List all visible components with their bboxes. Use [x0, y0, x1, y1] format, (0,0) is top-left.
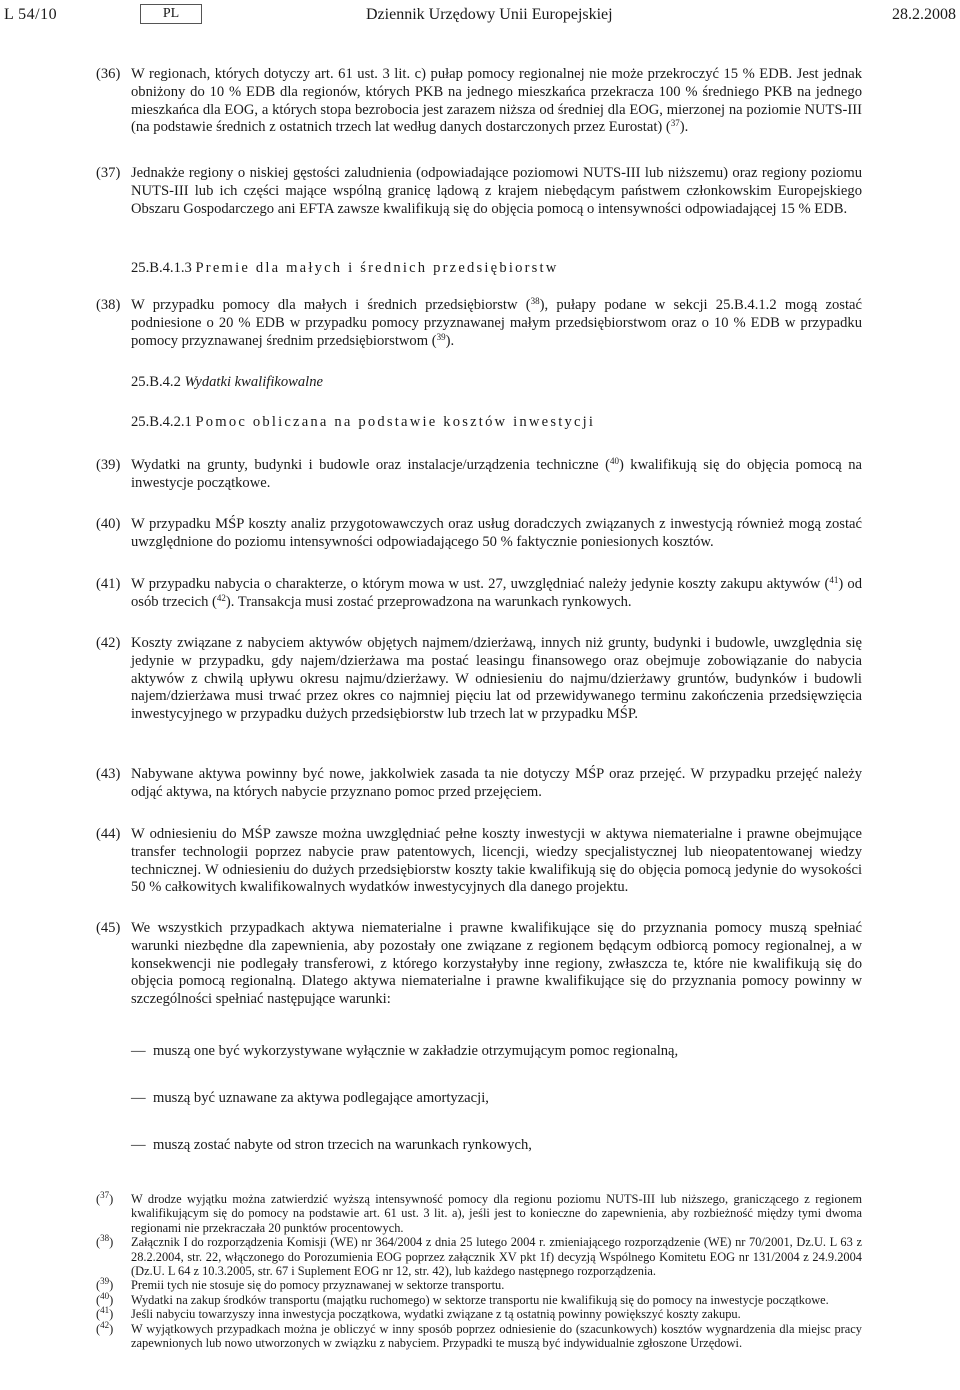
footnote-number: ($^{41}$) [96, 1305, 114, 1322]
footnote-text: Jeśli nabyciu towarzyszy inna inwestycja początkowa, wydatki związane z tą ostatnią powinny powiększyć koszty zakupu. [131, 1307, 741, 1322]
footnote-item [96, 1290, 862, 1307]
paragraph-text: W przypadku MŚP koszty analiz przygotowawczych oraz usług doradczych związanych z inwestycją również mogą zostać uwzględnione do poziomu intensywności odpowiadającego 50 % faktycznie poniesionych kosztów. [131, 516, 862, 550]
paragraph-text: W odniesieniu do MŚP zawsze można uwzględniać pełne koszty inwestycji w aktywa niematerialne i prawne obejmujące transfer technologii poprzez nabycie praw patentowych, licencji, wiedzy specjalistycznej lub nieopatentowanej wiedzy technicznej. W odniesieniu do dużych przedsiębiorstw koszty takie kwalifikują się do objęcia pomocą jedynie do wysokości 50 % całkowitych kwalifikowalnych wydatków inwestycyjnych dla danego projektu. [131, 826, 862, 896]
footnote-ref[interactable]: 39 [436, 331, 446, 342]
paragraph-number: (41) [96, 576, 121, 592]
indent-item [131, 1090, 861, 1108]
page-reference: L 54/10 [4, 6, 58, 23]
paragraph-number: (36) [96, 66, 121, 82]
section-number: 25.B.4.2.1 [131, 414, 192, 430]
footnote-text: W drodze wyjątku można zatwierdzić wyższą intensywność pomocy dla regionu poziomu NUTS-III lub niższego, graniczącego z regionem kwalifikującym się do pomocy na podstawie art. 61 ust. 3 lit. a), jeśli jest to konieczne do zapewnienia, aby rozbieżność między tymi dwoma regionami nie przekraczała 20 punktów procentowych. [131, 1192, 862, 1235]
paragraph-44 [96, 826, 862, 897]
page-header [4, 4, 956, 26]
indent-text: muszą być uznawane za aktywa podlegające amortyzacji, [153, 1090, 489, 1106]
footnote-item [96, 1319, 862, 1351]
paragraph-number: (38) [96, 297, 121, 313]
paragraph-42 [96, 635, 862, 724]
paragraph-37 [96, 165, 862, 218]
footnote-item [96, 1305, 862, 1322]
paragraph-number: (39) [96, 457, 121, 473]
footnote-item [96, 1276, 862, 1293]
paragraph-text: We wszystkich przypadkach aktywa niematerialne i prawne kwalifikujące się do przyznania pomocy muszą spełniać warunki niezbędne dla zapewnienia, aby pozostały one związane z regionem będącym odbiorcą pomocy regionalnej, a w konsekwencji nie podlegały transferowi, z którego korzystałyby inne regiony, zwłaszcza te, które nie kwalifikują się do objęcia pomocą regionalną. Dlatego aktywa niematerialne i prawne kwalifikujące się do przyznania pomocy powinny w szczególności spełniać następujące warunki: [131, 920, 862, 1008]
paragraph-40 [96, 516, 862, 552]
section-heading-25-B-4-1-3 [131, 260, 861, 278]
section-title: Pomoc obliczana na podstawie kosztów inwestycji [195, 414, 596, 430]
publication-date: 28.2.2008 [892, 6, 956, 23]
paragraph-36 [96, 66, 862, 137]
paragraph-38 [96, 297, 862, 350]
footnote-text: Premii tych nie stosuje się do pomocy przyznawanej w sektorze transportu. [131, 1278, 505, 1293]
paragraph-39 [96, 457, 862, 493]
journal-title: Dziennik Urzędowy Unii Europejskiej [366, 6, 613, 23]
footnote-text: W wyjątkowych przypadkach można je obliczyć w inny sposób poprzez odniesienie do (szacunkowych) kosztów wygnardzenia dla miejsc pracy zapewnionych lub nowo utworzonych w związku z nabyciem. Przypadki te muszą być indywidualnie zgłoszone Urzędowi. [131, 1321, 862, 1351]
paragraph-43 [96, 766, 862, 802]
footnote-text: Wydatki na zakup środków transportu (majątku ruchomego) w sektorze transportu nie kwalifikują się do pomocy na inwestycje początkowe. [131, 1292, 829, 1307]
paragraph-text: Nabywane aktywa powinny być nowe, jakkolwiek zasada ta nie dotyczy MŚP oraz przejęć. W przypadku przejęć należy odjąć aktywa, na których nabycie przyznano pomoc przed przejęciem. [131, 766, 862, 800]
paragraph-text: W przypadku nabycia o charakterze, o którym mowa w ust. 27, uwzględniać należy jedynie koszty zakupu aktywów ($^{41}$) od osób trzecich ($^{42}$). Transakcja musi zostać przeprowadzona na warunkach rynkowych. [131, 575, 862, 610]
paragraph-text: W przypadku pomocy dla małych i średnich przedsiębiorstw ($^{38}$), pułapy podane w sekcji 25.B.4.1.2 mogą zostać podniesione o 20 % EDB w przypadku pomocy przyznawanej małym przedsiębiorstwom oraz o 10 % EDB w przypadku pomocy przyznawanej średnim przedsiębiorstwom ($^{39}$). [131, 296, 862, 349]
section-title: Wydatki kwalifikowalne [184, 374, 324, 390]
paragraph-text: W regionach, których dotyczy art. 61 ust. 3 lit. c) pułap pomocy regionalnej nie może przekroczyć 15 % EDB. Jest jednak obniżony do 10 % EDB dla regionów, których PKB na jednego mieszkańca przekracza 100 % średniego PKB na jednego mieszkańca dla EOG, a których stopa bezrobocia jest zarazem niższa od średniej dla EOG, mierzonej na poziomie NUTS-III (na podstawie średnich z ostatnich trzech lat według danych dostarczonych przez Eurostat) ($^{37}$). [131, 66, 862, 136]
section-heading-25-B-4-2-1 [131, 414, 861, 432]
paragraph-number: (43) [96, 766, 121, 782]
paragraph-text: Wydatki na grunty, budynki i budowle oraz instalacje/urządzenia techniczne ($^{40}$) kwalifikują się do objęcia pomocą na inwestycje początkowe. [131, 456, 862, 491]
footnotes [96, 1192, 862, 1350]
footnote-ref[interactable]: 40 [609, 456, 619, 466]
indent-text: muszą one być wykorzystywane wyłącznie w zakładzie otrzymującym pomoc regionalną, [153, 1043, 679, 1059]
dash-bullet: — [131, 1043, 146, 1059]
language-badge: PL [140, 4, 202, 24]
footnote-ref[interactable]: 41 [829, 575, 839, 585]
footnote-ref[interactable]: 42 [216, 592, 226, 603]
paragraph-number: (40) [96, 516, 121, 532]
footnote-number: ($^{42}$) [96, 1319, 114, 1336]
footnote-item [96, 1190, 862, 1235]
dash-bullet: — [131, 1137, 146, 1153]
footnote-item [96, 1233, 862, 1279]
section-number: 25.B.4.2 [131, 374, 181, 390]
section-heading-25-B-4-2 [131, 374, 861, 392]
indent-text: muszą zostać nabyte od stron trzecich na warunkach rynkowych, [153, 1137, 532, 1153]
section-number: 25.B.4.1.3 [131, 260, 192, 276]
section-title: Premie dla małych i średnich przedsiębiorstw [195, 260, 559, 276]
indent-item [131, 1043, 861, 1061]
footnote-number: ($^{38}$) [96, 1233, 114, 1250]
indent-item [131, 1137, 861, 1155]
footnote-ref[interactable]: 37 [670, 118, 680, 129]
footnote-number: ($^{40}$) [96, 1290, 114, 1307]
footnote-ref[interactable]: 38 [530, 296, 540, 306]
paragraph-number: (42) [96, 635, 121, 651]
paragraph-number: (44) [96, 826, 121, 842]
footnote-number: ($^{37}$) [96, 1190, 114, 1206]
paragraph-45 [96, 920, 862, 1009]
paragraph-text: Koszty związane z nabyciem aktywów objętych najmem/dzierżawą, innych niż grunty, budynki i budowle, uwzględnia się jedynie w przypadku, gdy najem/dzierżawa ma postać leasingu finansowego oraz obejmuje zobowiązanie do nabycia aktywów z chwilą upływu okresu najmu/dzierżawy. W odniesieniu do najmu/dzierżawy gruntów, budynków i budowli najem/dzierżawa musi trwać przez okres co najmniej pięciu lat od przewidywanego terminu zakończenia przedsięwzięcia inwestycyjnego w przypadku dużych przedsiębiorstw lub trzech lat w przypadku MŚP. [131, 635, 862, 723]
footnote-number: ($^{39}$) [96, 1276, 114, 1293]
paragraph-41 [96, 576, 862, 612]
dash-bullet: — [131, 1090, 146, 1106]
paragraph-text: Jednakże regiony o niskiej gęstości zaludnienia (odpowiadające poziomowi NUTS-III lub niższemu) oraz regiony poziomu NUTS-III lub ich części mające wspólną granicę lądową z krajem niebędącym państwem członkowskim Europejskiego Obszaru Gospodarczego ani EFTA zawsze kwalifikują się do objęcia pomocą o intensywności odpowiadającej 15 % EDB. [131, 165, 862, 217]
paragraph-number: (45) [96, 920, 121, 936]
paragraph-number: (37) [96, 165, 121, 181]
footnote-text: Załącznik I do rozporządzenia Komisji (WE) nr 364/2004 z dnia 25 lutego 2004 r. zmieniającego rozporządzenie (WE) nr 70/2001, Dz.U. L 63 z 28.2.2004, str. 22, włączonego do Porozumienia EOG poprzez załącznik XV pkt 1f) decyzją Wspólnego Komitetu EOG nr 131/2004 z 24.9.2004 (Dz.U. L 64 z 10.3.2005, str. 67 i Suplement EOG nr 12, str. 42), lub każdego następnego rozporządzenia. [131, 1235, 862, 1279]
